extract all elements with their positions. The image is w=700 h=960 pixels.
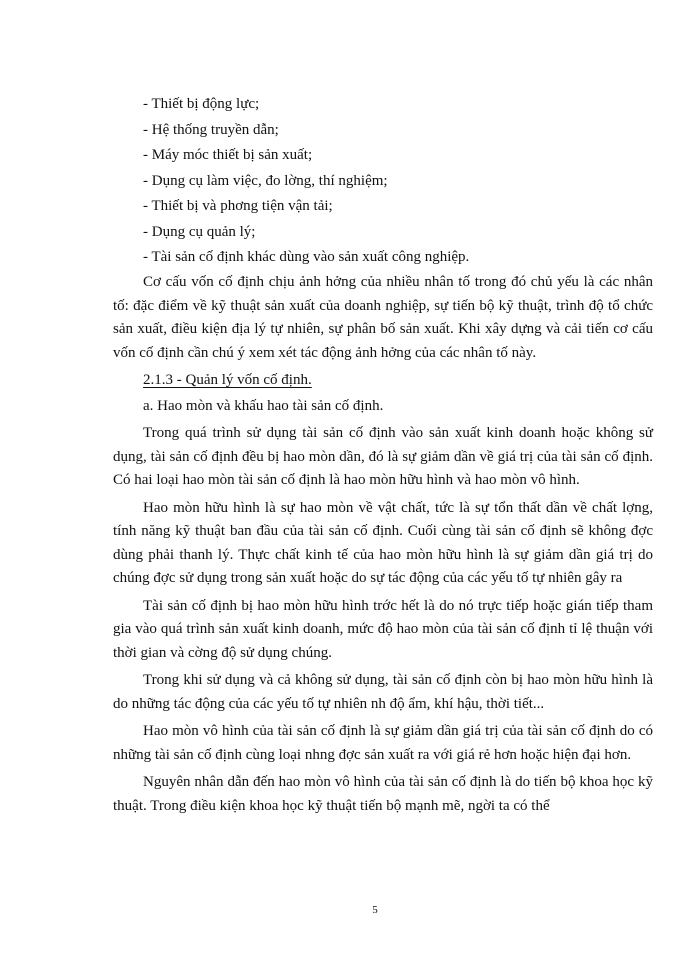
asset-category-list	[143, 92, 663, 271]
list-item: - Tài sản cố định khác dùng vào sản xuất công nghiệp.	[143, 249, 470, 265]
paragraph-tangible-wear-cause: Tài sản cố định bị hao mòn hữu hình trớc hết là do nó trực tiếp hoặc gián tiếp tham gia vào quá trình sản xuất kinh doanh, mức độ hao mòn của tài sản cố định tỉ lệ thuận với thời gian và cờng độ sử dụng chúng.	[113, 597, 653, 661]
page-number: 5	[372, 904, 378, 916]
paragraph-natural-factors: Trong khi sử dụng và cả không sử dụng, tài sản cố định còn bị hao mòn hữu hình là do những tác động của các yếu tố tự nhiên nh độ ẩm, khí hậu, thời tiết...	[113, 672, 653, 712]
document-body	[113, 271, 653, 822]
list-item: - Máy móc thiết bị sản xuất;	[143, 147, 313, 163]
paragraph-depreciation-intro: Trong quá trình sử dụng tài sản cố định vào sản xuất kinh doanh hoặc không sử dụng, tài sản cố định đều bị hao mòn dần, đó là sự giảm dần về giá trị của tài sản cố định. Có hai loại hao mòn tài sản cố định là hao mòn hữu hình và hao mòn vô hình.	[113, 425, 653, 488]
list-item: - Dụng cụ quản lý;	[143, 223, 256, 240]
list-item: - Dụng cụ làm việc, đo lờng, thí nghiệm;	[143, 172, 388, 189]
list-item: - Thiết bị và phơng tiện vận tải;	[143, 198, 333, 214]
paragraph-tangible-wear: Hao mòn hữu hình là sự hao mòn về vật chất, tức là sự tổn thất dần về chất lợng, tính năng kỹ thuật ban đầu của tài sản cố định. Cuối cùng tài sản cố định sẽ không đợc dùng phải thanh lý. Thực chất kinh tế của hao mòn hữu hình là sự giảm dần giá trị do chúng đợc sử dụng trong sản xuất hoặc do sự tác động của các yếu tố tự nhiên gây ra	[113, 499, 653, 586]
paragraph-intangible-wear: Hao mòn vô hình của tài sản cố định là sự giảm dần giá trị của tài sản cố định do có những tài sản cố định cùng loại nhng đợc sản xuất ra với giá rẻ hơn hoặc hiện đại hơn.	[113, 723, 653, 763]
list-item: - Thiết bị động lực;	[143, 96, 260, 112]
list-item: - Hệ thống truyền dẫn;	[143, 121, 279, 138]
paragraph-capital-structure: Cơ cấu vốn cố định chịu ảnh hởng của nhiều nhân tố trong đó chủ yếu là các nhân tố: đặc điểm về kỹ thuật sản xuất của doanh nghiệp, sự tiến bộ kỹ thuật, trình độ tổ chức sản xuất, điều kiện địa lý tự nhiên, sự phân bố sản xuất. Khi xây dựng và cải tiến cơ cấu vốn cố định cần chú ý xem xét tác động ảnh hởng của các nhân tố này.	[113, 274, 653, 361]
section-heading: 2.1.3 - Quản lý vốn cố định.	[143, 372, 312, 388]
paragraph-intangible-wear-cause: Nguyên nhân dẫn đến hao mòn vô hình của tài sản cố định là do tiến bộ khoa học kỹ thuật. Trong điều kiện khoa học kỹ thuật tiến bộ mạnh mẽ, ngời ta có thể	[113, 774, 653, 814]
subsection-heading: a. Hao mòn và khấu hao tài sản cố định.	[143, 397, 384, 414]
